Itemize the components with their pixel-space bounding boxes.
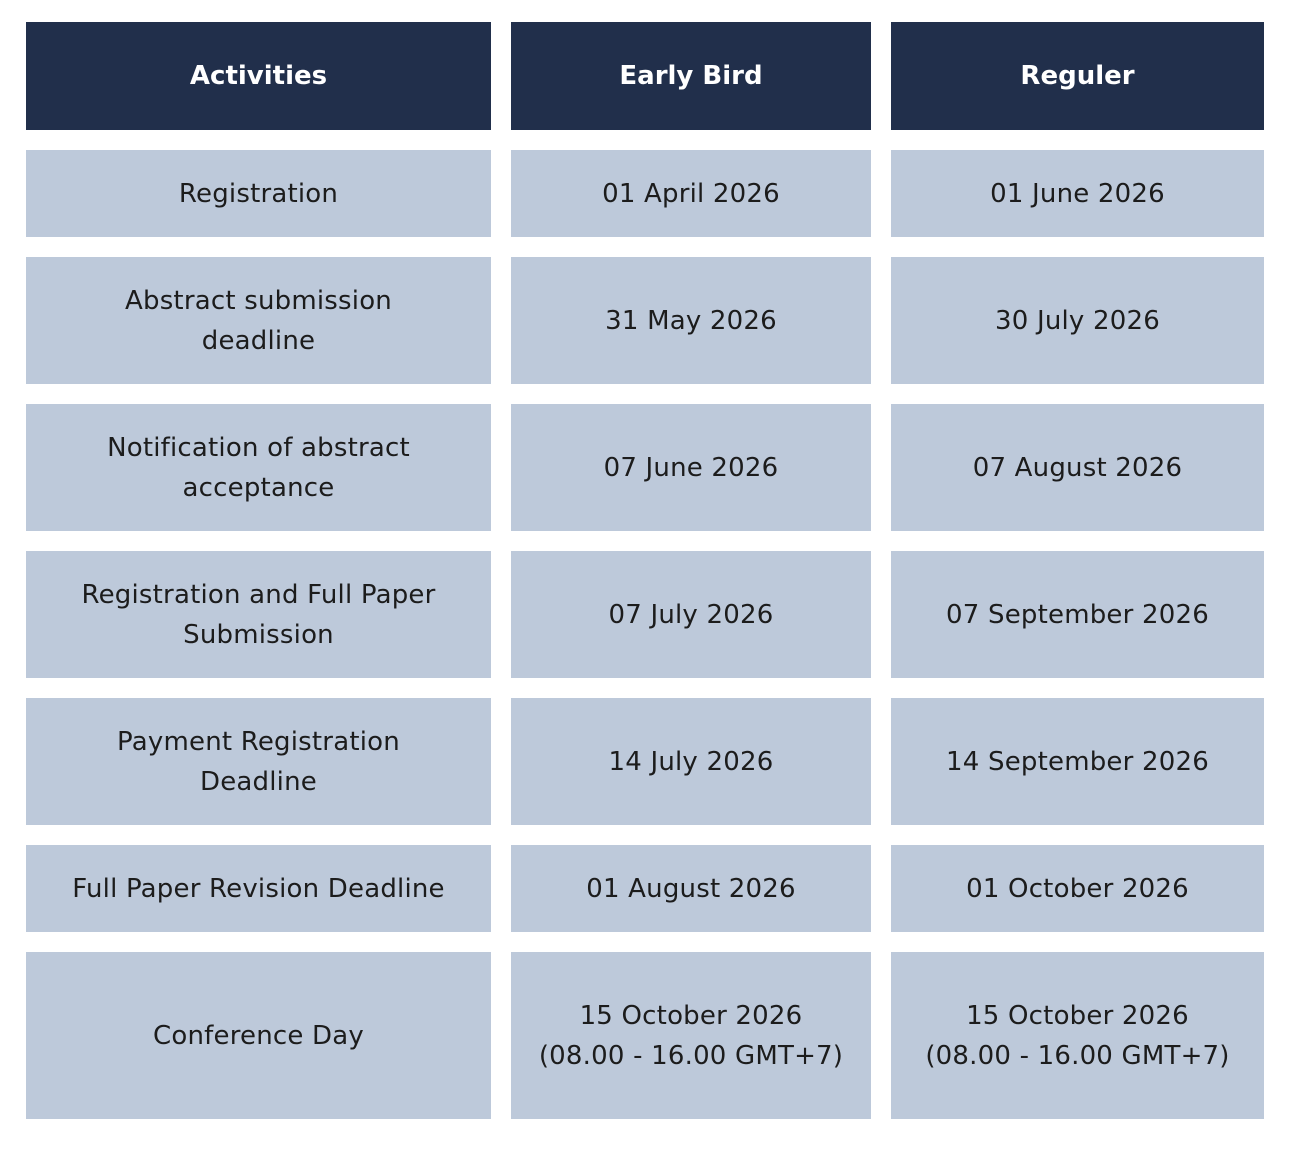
early-bird-date: 07 June 2026 [511, 404, 871, 531]
reguler-date: 14 September 2026 [891, 698, 1264, 825]
early-bird-date: 15 October 2026 (08.00 - 16.00 GMT+7) [511, 952, 871, 1119]
reguler-date: 30 July 2026 [891, 257, 1264, 384]
activity-conference-day: Conference Day [26, 952, 491, 1119]
reguler-date: 01 June 2026 [891, 150, 1264, 237]
reguler-date: 15 October 2026 (08.00 - 16.00 GMT+7) [891, 952, 1264, 1119]
header-activities: Activities [26, 22, 491, 130]
activity-payment-deadline: Payment Registration Deadline [26, 698, 491, 825]
early-bird-date: 14 July 2026 [511, 698, 871, 825]
activity-registration: Registration [26, 150, 491, 237]
early-bird-date: 07 July 2026 [511, 551, 871, 678]
early-bird-date: 01 April 2026 [511, 150, 871, 237]
early-bird-date: 01 August 2026 [511, 845, 871, 932]
header-reguler: Reguler [891, 22, 1264, 130]
schedule-table [26, 22, 1264, 1119]
activity-abstract-notification: Notification of abstract acceptance [26, 404, 491, 531]
reguler-date: 07 August 2026 [891, 404, 1264, 531]
reguler-date: 01 October 2026 [891, 845, 1264, 932]
activity-abstract-submission: Abstract submission deadline [26, 257, 491, 384]
activity-revision-deadline: Full Paper Revision Deadline [26, 845, 491, 932]
header-early-bird: Early Bird [511, 22, 871, 130]
early-bird-date: 31 May 2026 [511, 257, 871, 384]
activity-full-paper-submission: Registration and Full Paper Submission [26, 551, 491, 678]
reguler-date: 07 September 2026 [891, 551, 1264, 678]
